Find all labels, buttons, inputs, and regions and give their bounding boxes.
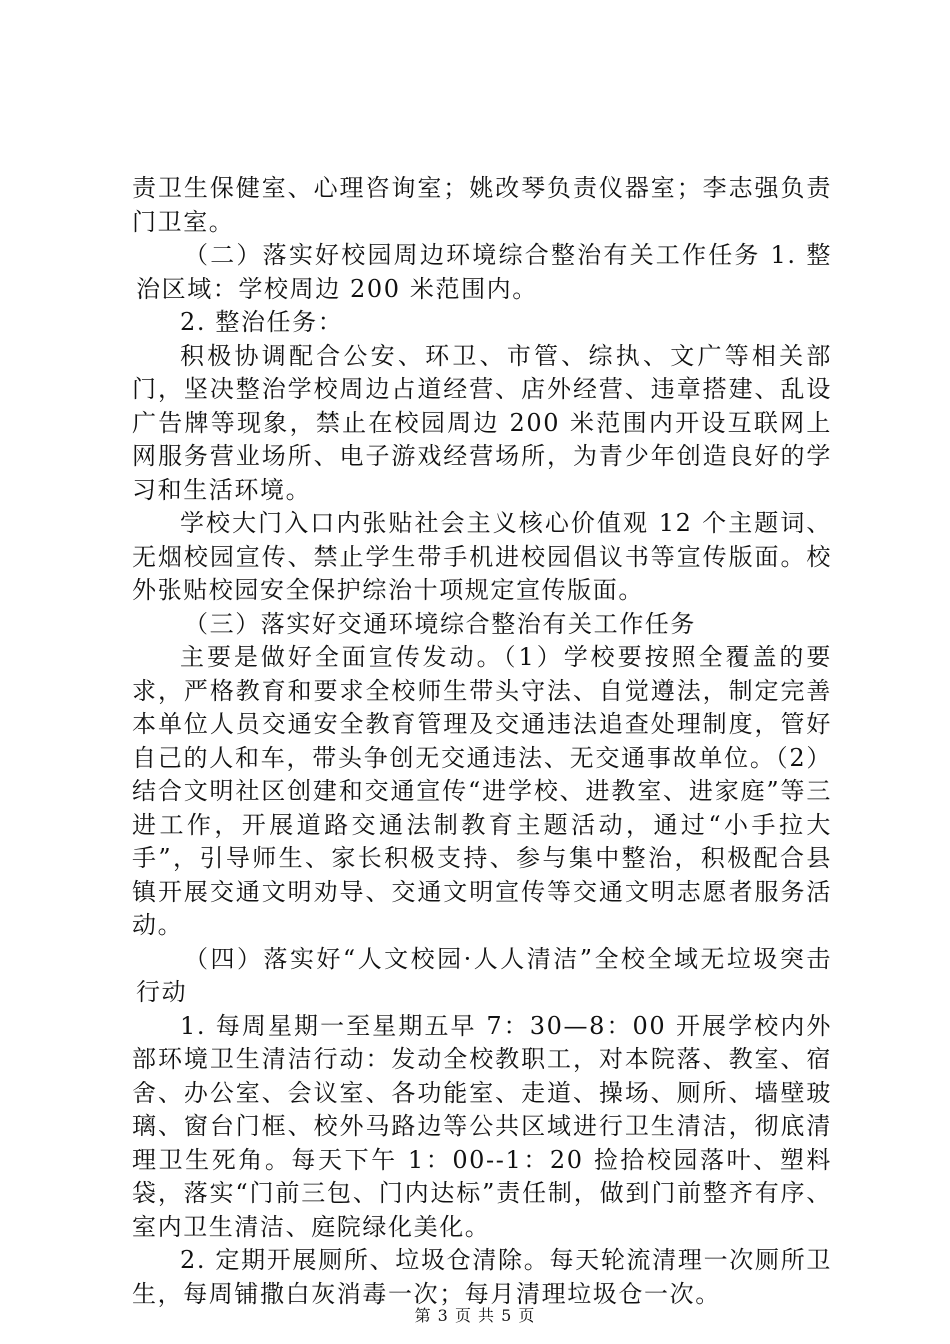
paragraph-traffic: 主要是做好全面宣传发动。（1）学校要按照全覆盖的要求，严格教育和要求全校师生带头守法、自觉遵法，制定完善本单位人员交通安全教育管理及交通违法追查处理制度，管好自己的人和车，带头争创无交通违法、无交通事故单位。（2）结合文明社区创建和交通宣传“进学校、进教室、进家庭”等三进工作，开展道路交通法制教育主题活动，通过“小手拉大手”，引导师生、家长积极支持、参与集中整治，积极配合县镇开展交通文明劝导、交通文明宣传等交通文明志愿者服务活动。 — [132, 643, 832, 939]
page-number-footer: 第 3 页 共 5 页 — [414, 1306, 536, 1325]
paragraph-cleaning: 1. 每周星期一至星期五早 7：30—8：00 开展学校内外部环境卫生清洁行动：发动全校教职工，对本院落、教室、宿舍、办公室、会议室、各功能室、走道、操场、厕所、墙壁玻璃、窗台门框、校外马路边等公共区域进行卫生清洁，彻底清理卫生死角。每天下午 1：00--1：20 捡拾校园落叶、塑料袋，落实“门前三包、门内达标”责任制，做到门前整齐有序、室内卫生清洁、庭院绿化美化。 — [132, 1011, 832, 1241]
section-heading-3: （三）落实好交通环境综合整治有关工作任务 — [184, 609, 696, 638]
section-heading-2: （二）落实好校园周边环境综合整治有关工作任务 1. 整治区域：学校周边 200 米范围内。 — [136, 241, 832, 303]
paragraph-signage: 学校大门入口内张贴社会主义核心价值观 12 个主题词、无烟校园宣传、禁止学生带手机进校园倡议书等宣传版面。校外张贴校园安全保护综治十项规定宣传版面。 — [132, 509, 832, 604]
paragraph-toilet: 2. 定期开展厕所、垃圾仓清除。每天轮流清理一次厕所卫生，每周铺撒白灰消毒一次；每月清理垃圾仓一次。 — [132, 1246, 832, 1308]
paragraph-task-title: 2. 整治任务： — [180, 308, 344, 336]
section-heading-4: （四）落实好“人文校园·人人清洁”全校全域无垃圾突击行动 — [136, 944, 832, 1006]
paragraph-continuation: 责卫生保健室、心理咨询室；姚改琴负责仪器室；李志强负责门卫室。 — [132, 174, 832, 236]
document-body — [132, 172, 832, 1311]
paragraph-task-body: 积极协调配合公安、环卫、市管、综执、文广等相关部门，坚决整治学校周边占道经营、店外经营、违章搭建、乱设广告牌等现象，禁止在校园周边 200 米范围内开设互联网上网服务营业场所、电子游戏经营场所，为青少年创造良好的学习和生活环境。 — [132, 341, 832, 504]
